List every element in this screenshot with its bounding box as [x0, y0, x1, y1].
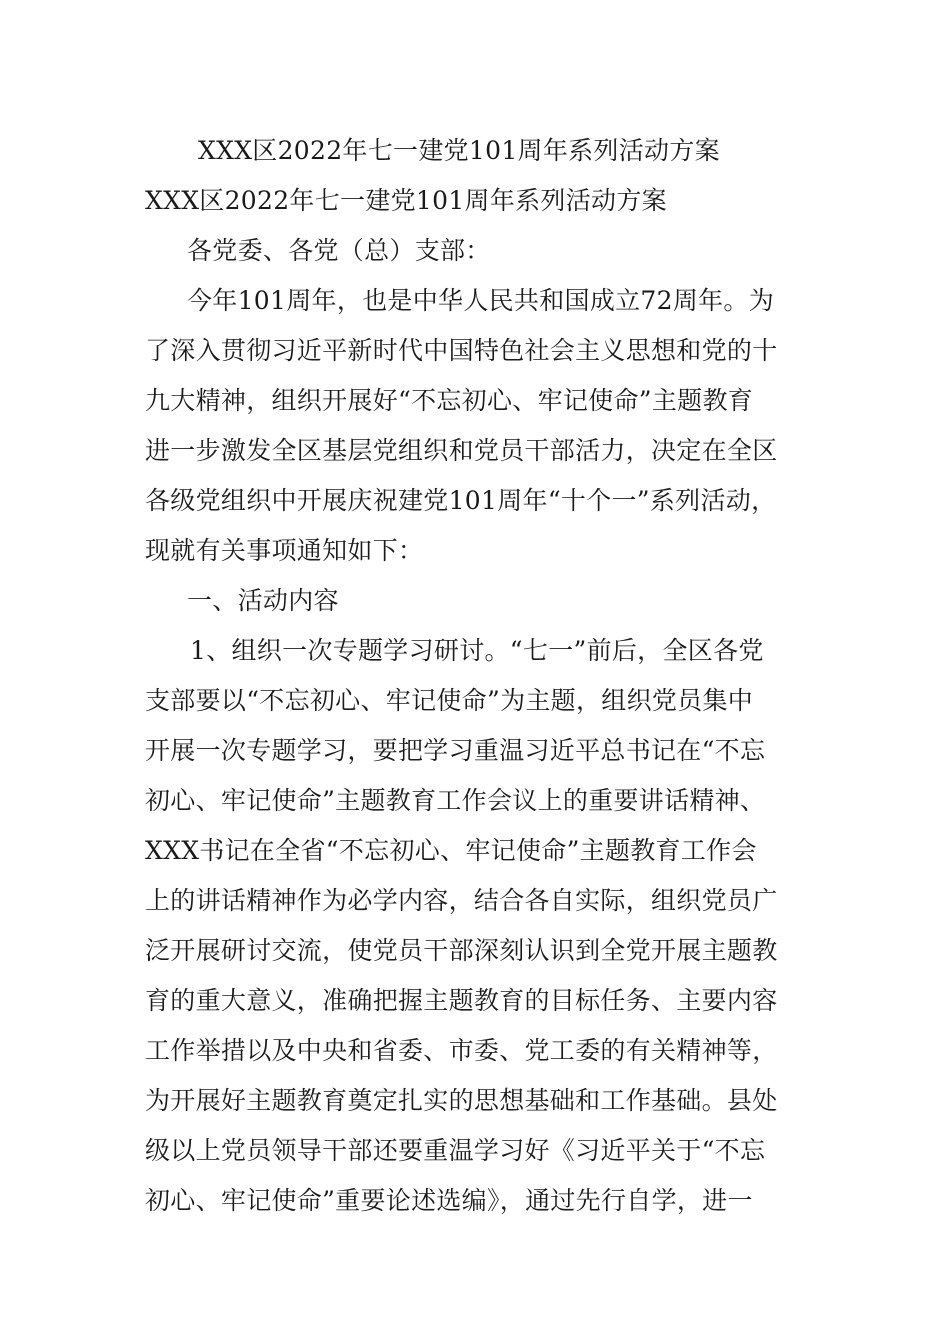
paragraph-line: 1、组织一次专题学习研讨。“七一”前后，全区各党: [190, 636, 764, 665]
paragraph-line: 泛开展研讨交流，使党员干部深刻认识到全党开展主题教: [145, 936, 778, 965]
paragraph-line: 各级党组织中开展庆祝建党101周年“十个一”系列活动，: [145, 486, 777, 515]
paragraph-line: 开展一次专题学习，要把学习重温习近平总书记在“不忘: [145, 736, 766, 765]
paragraph-line: 现就有关事项通知如下：: [145, 536, 424, 565]
paragraph-line: 上的讲话精神作为必学内容，结合各自实际，组织党员广: [145, 886, 778, 915]
paragraph-line: 今年101周年，也是中华人民共和国成立72周年。为: [187, 286, 775, 315]
document-subtitle: XXX区2022年七一建党101周年系列活动方案: [145, 186, 667, 215]
paragraph-line: 九大精神，组织开展好“不忘初心、牢记使命”主题教育: [145, 386, 754, 415]
paragraph-line: 为开展好主题教育奠定扎实的思想基础和工作基础。县处: [145, 1086, 778, 1115]
document-title: XXX区2022年七一建党101周年系列活动方案: [198, 136, 720, 165]
paragraph-line: 初心、牢记使命”重要论述选编》，通过先行自学，进一: [145, 1186, 753, 1215]
paragraph-line: XXX书记在全省“不忘初心、牢记使命”主题教育工作会: [145, 836, 757, 865]
paragraph-line: 进一步激发全区基层党组织和党员干部活力，决定在全区: [145, 436, 778, 465]
salutation: 各党委、各党（总）支部：: [187, 236, 491, 265]
paragraph-line: 工作举措以及中央和省委、市委、党工委的有关精神等，: [145, 1036, 778, 1065]
section-heading: 一、活动内容: [187, 586, 339, 615]
paragraph-line: 了深入贯彻习近平新时代中国特色社会主义思想和党的十: [145, 336, 778, 365]
paragraph-line: 育的重大意义，准确把握主题教育的目标任务、主要内容: [145, 986, 778, 1015]
paragraph-line: 初心、牢记使命”主题教育工作会议上的重要讲话精神、: [145, 786, 766, 815]
paragraph-line: 支部要以“不忘初心、牢记使命”为主题，组织党员集中: [145, 686, 754, 715]
paragraph-line: 级以上党员领导干部还要重温学习好《习近平关于“不忘: [145, 1136, 766, 1165]
